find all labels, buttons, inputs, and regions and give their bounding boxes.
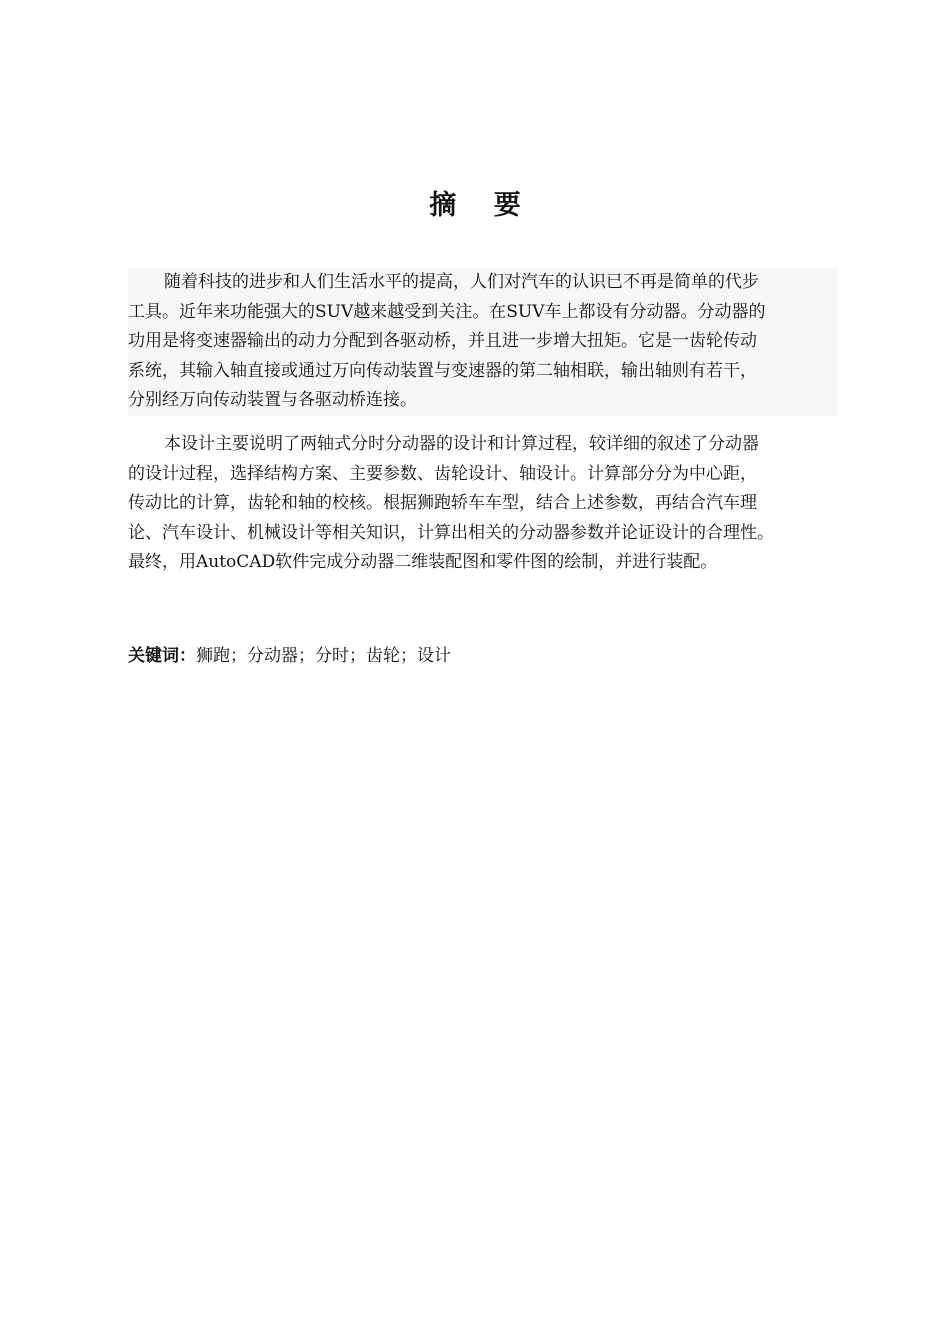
paragraph-line: 本设计主要说明了两轴式分时分动器的设计和计算过程，较详细的叙述了分动器 (164, 434, 759, 454)
keywords-label: 关键词： (128, 646, 196, 666)
paragraph-line: 的设计过程，选择结构方案、主要参数、齿轮设计、轴设计。计算部分分为中心距， (128, 463, 757, 484)
paragraph-line: 工具。近年来功能强大的SUV越来越受到关注。在SUV车上都设有分动器。分动器的 (128, 301, 766, 322)
abstract-paragraph-2 (128, 430, 852, 578)
paragraph-line: 传动比的计算，齿轮和轴的校核。根据狮跑轿车车型，结合上述参数，再结合汽车理 (128, 493, 757, 513)
keywords-line (128, 642, 451, 670)
paragraph-line: 论、汽车设计、机械设计等相关知识，计算出相关的分动器参数并论证设计的合理性。 (128, 522, 774, 543)
paragraph-line: 随着科技的进步和人们生活水平的提高，人们对汽车的认识已不再是简单的代步 (164, 272, 759, 292)
paragraph-line: 最终，用AutoCAD软件完成分动器二维装配图和零件图的绘制，并进行装配。 (128, 552, 718, 572)
keywords-value: 狮跑；分动器；分时；齿轮；设计 (196, 646, 451, 666)
abstract-title: 摘 要 (429, 190, 535, 221)
paragraph-line: 功用是将变速器输出的动力分配到各驱动桥，并且进一步增大扭矩。它是一齿轮传动 (128, 331, 757, 351)
abstract-paragraph-1 (128, 268, 838, 416)
paragraph-line: 分别经万向传动装置与各驱动桥连接。 (128, 390, 417, 410)
paragraph-line: 系统，其输入轴直接或通过万向传动装置与变速器的第二轴相联，输出轴则有若干， (128, 360, 757, 381)
